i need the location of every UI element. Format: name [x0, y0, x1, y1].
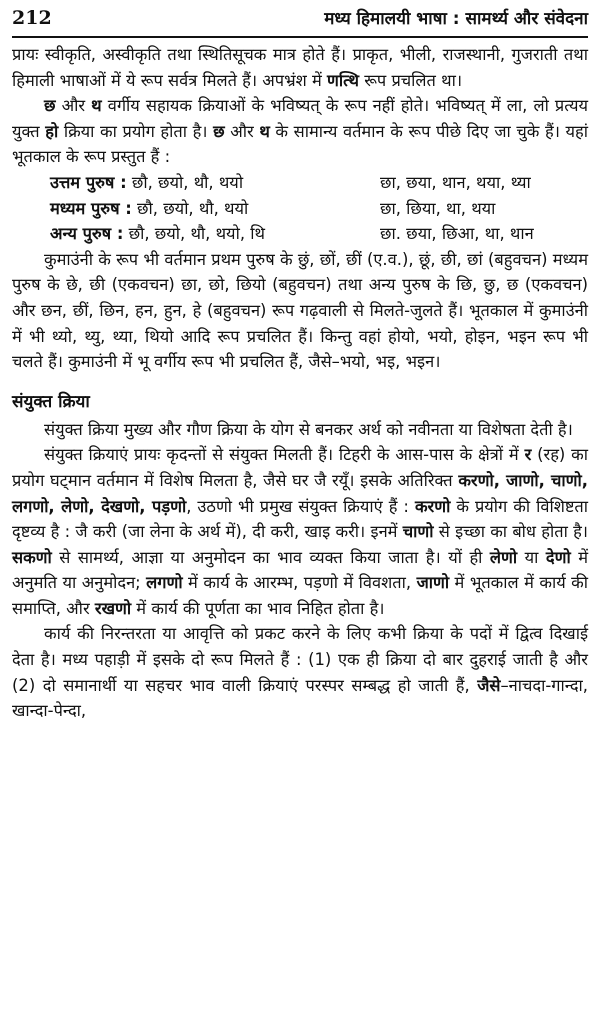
- text-run: में अनुमति या अनुमोदन;: [12, 547, 589, 593]
- paragraph-2: [12, 93, 588, 170]
- text-run: में भूतकाल में कार्य की समाप्ति, और: [12, 573, 588, 618]
- text-run: कार्य की निरन्तरता या आवृत्ति को प्रकट करने के लिए कभी क्रिया के पदों में द्वित्व दिखाई देता है। मध्य पहाड़ी में इसके दो रूप मिलते हैं : (1) एक ही क्रिया दो बार दुहराई जाती है और (2) दो समानार्थी या सहचर भाव वाली क्रियाएं परस्पर सम्बद्ध हो जाती हैं,: [12, 624, 588, 695]
- text-run: –नाचदा-गान्दा, खान्दा-पेन्दा,: [12, 675, 588, 721]
- plural-forms: छा, छया, थान, थया, थ्या: [380, 172, 531, 192]
- bold-term: णत्थि: [327, 70, 359, 90]
- bold-term: रखणो: [94, 598, 132, 618]
- bold-term: थ: [91, 96, 102, 116]
- text-run: , उठणो भी प्रमुख संयुक्त क्रियाएं हैं :: [186, 496, 415, 516]
- paragraph-5: [12, 442, 588, 621]
- text-run: के सामान्य वर्तमान के रूप पीछे दिए जा चुके हैं। यहां भूतकाल के रूप प्रस्तुत हैं :: [12, 121, 588, 167]
- person-label: उत्तम पुरुष :: [50, 172, 127, 192]
- paragraph-1: [12, 42, 588, 93]
- page-header: [12, 6, 588, 36]
- singular-forms: छौ, छयो, थौ, थयो: [126, 172, 244, 192]
- bold-term: लेणो: [489, 547, 518, 567]
- bold-term: जैसे: [477, 675, 501, 695]
- text-run: और: [55, 96, 92, 116]
- bold-term: र: [524, 445, 532, 465]
- text-run: में कार्य के आरम्भ, पड़णो में विवशता,: [182, 573, 417, 593]
- person-label: मध्यम पुरुष :: [50, 198, 132, 218]
- singular-forms: छौ, छयो, थौ, थयो: [131, 198, 249, 218]
- text-run: वर्गीय सहायक क्रियाओं के भविष्यत् के रूप नहीं होते। भविष्यत् में ला, लो प्रत्यय युक्त: [12, 96, 588, 141]
- text-run: रूप प्रचलित था।: [358, 70, 463, 90]
- plural-forms: छा. छया, छिआ, था, थान: [380, 224, 534, 244]
- text-run: क्रिया का प्रयोग होता है।: [58, 121, 214, 141]
- text-run: के प्रयोग की विशिष्टता दृष्टव्य है : जै करी (जा लेना के अर्थ में), दी करी, खाइ करी। इनमें: [12, 496, 588, 542]
- text-run: और: [224, 121, 260, 141]
- text-run: या: [517, 547, 546, 567]
- paragraph-6: [12, 621, 588, 723]
- bold-term: थ: [259, 121, 270, 141]
- text-run: प्रायः स्वीकृति, अस्वीकृति तथा स्थितिसूचक मात्र होते हैं। प्राकृत, भीली, राजस्थानी, गुजराती तथा हिमाली भाषाओं में ये रूप सर्वत्र मिलते हैं। अपभ्रंश में: [12, 45, 588, 90]
- running-title: मध्य हिमालयी भाषा : सामर्थ्य और संवेदना: [324, 9, 588, 29]
- text-run: (रह) का प्रयोग घट्मान वर्तमान में विशेष मिलता है, जैसे घर जै रयूँ। इसके अतिरिक्त: [12, 445, 589, 490]
- text-run: से सामर्थ्य, आज्ञा या अनुमोदन का भाव व्यक्त किया जाता है। यों ही: [51, 547, 490, 567]
- bold-term: हो: [45, 121, 59, 141]
- conjugation-row: [50, 170, 588, 196]
- conjugation-table: [12, 170, 588, 247]
- singular-forms: छौ, छयो, थौ, थयो, थि: [123, 224, 265, 244]
- bold-term: देणो: [545, 547, 571, 567]
- person-label: अन्य पुरुष :: [50, 224, 124, 244]
- bold-term: छ: [213, 121, 225, 141]
- bold-term: लगणो: [146, 573, 183, 593]
- paragraph-4: संयुक्त क्रिया मुख्य और गौण क्रिया के योग से बनकर अर्थ को नवीनता या विशेषता देती है।: [44, 419, 573, 439]
- conjugation-row: [50, 221, 588, 247]
- header-rule: [12, 36, 588, 38]
- section-heading: संयुक्त क्रिया: [12, 391, 90, 412]
- bold-term: करणो: [414, 496, 451, 516]
- bold-term: करणो, जाणो, चाणो, लगणो, लेणो, देखणो, पड़णो: [12, 470, 588, 516]
- bold-term: सकणो: [12, 547, 52, 567]
- bold-term: जाणो: [416, 573, 450, 593]
- text-run: में कार्य की पूर्णता का भाव निहित होता है।: [131, 598, 385, 618]
- text-run: से इच्छा का बोध होता है।: [433, 522, 588, 542]
- bold-term: छ: [44, 96, 56, 116]
- conjugation-row: [50, 196, 588, 222]
- text-run: संयुक्त क्रियाएं प्रायः कृदन्तों से संयुक्त मिलती हैं। टिहरी के आस-पास के क्षेत्रों में: [44, 445, 525, 465]
- plural-forms: छा, छिया, था, थया: [380, 198, 496, 218]
- bold-term: चाणो: [402, 522, 434, 542]
- page-number: 212: [12, 7, 52, 29]
- paragraph-3: कुमाउंनी के रूप भी वर्तमान प्रथम पुरुष के छुं, छों, छीं (ए.व.), छूं, छी, छां (बहुवचन) मध्यम पुरुष के छे, छी (एकवचन) छा, छो, छियो (बहुवचन) तथा अन्य पुरुष के छि, छु, छ (एकवचन) और छन, छीं, छिन, हन, हुन, हे (बहुवचन) रूप गढ़वाली से मिलते-जुलते हैं। भूतकाल में कुमाउंनी में भी थ्यो, थ्यु, थ्या, थियो आदि रूप प्रचलित हैं। किन्तु वहां होयो, भयो, होइन, भइन रूप भी चलते हैं। कुमाउंनी में भू वर्गीय रूप भी प्रचलित हैं, जैसे–भयो, भइ, भइन।: [12, 249, 588, 372]
